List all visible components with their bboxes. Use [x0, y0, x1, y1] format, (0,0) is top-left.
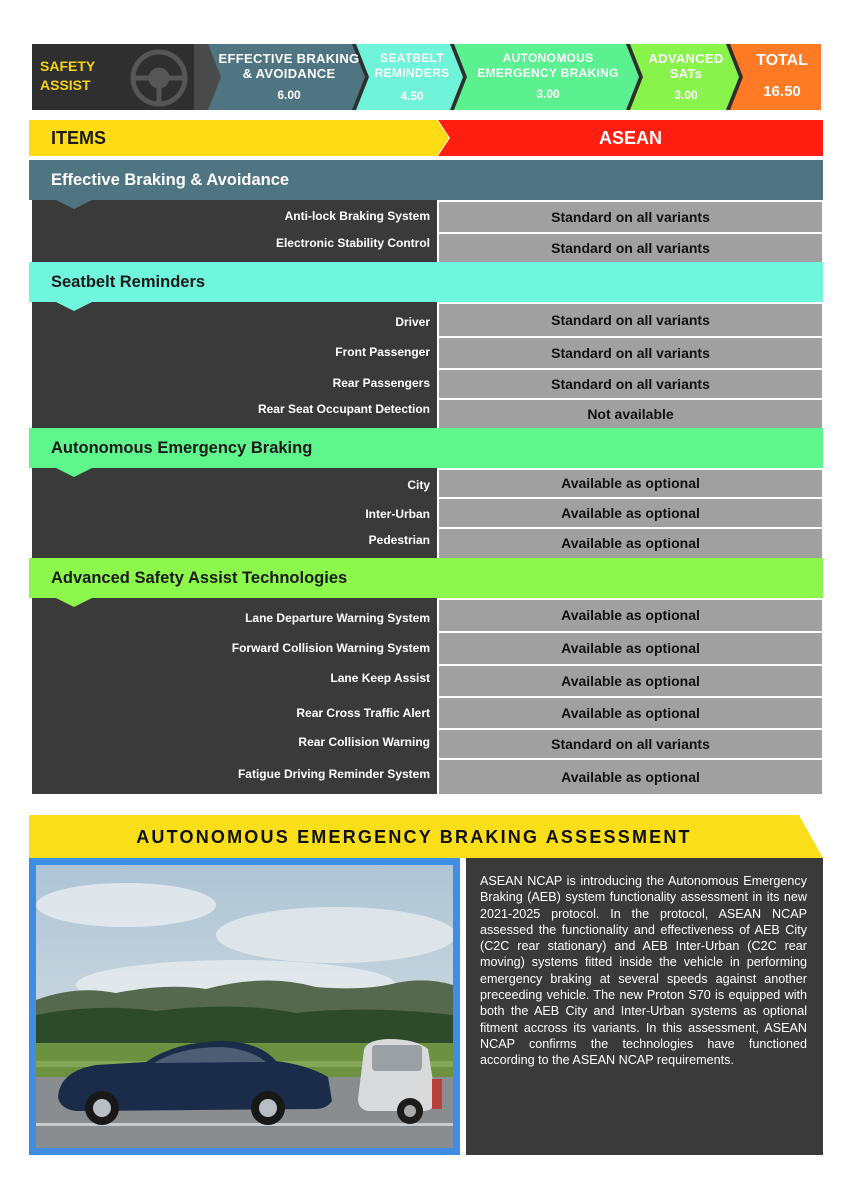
row-label: Rear Passengers: [332, 376, 430, 390]
row-label: Lane Keep Assist: [330, 671, 430, 685]
asean-header-label: ASEAN: [598, 128, 662, 148]
row-value: Standard on all variants: [439, 304, 822, 336]
section-aeb: [32, 468, 822, 558]
aeb-test-photo: [29, 858, 460, 1155]
row-label: Lane Departure Warning System: [245, 611, 430, 625]
row-value: Standard on all variants: [439, 234, 822, 262]
row-label: Rear Collision Warning: [298, 735, 430, 749]
section-title-advanced-sats: Advanced Safety Assist Technologies: [29, 558, 823, 598]
row-label: Anti-lock Braking System: [284, 209, 430, 223]
row-value: Available as optional: [439, 666, 822, 696]
row-label: Inter-Urban: [365, 507, 430, 521]
row-label: Fatigue Driving Reminder System: [237, 767, 430, 781]
category-aeb: AUTONOMOUS EMERGENCY BRAKING 3.00: [477, 51, 619, 101]
row-value: Available as optional: [439, 633, 822, 664]
row-value: Standard on all variants: [439, 730, 822, 758]
section-title-seatbelt: Seatbelt Reminders: [29, 262, 823, 302]
aeb-assessment-banner: [29, 815, 823, 858]
row-label: Electronic Stability Control: [275, 236, 430, 250]
section-advanced-sats: [32, 598, 822, 794]
row-value: Available as optional: [439, 529, 822, 558]
row-value: Standard on all variants: [439, 338, 822, 368]
row-label: Front Passenger: [335, 345, 430, 359]
row-value: Not available: [439, 400, 822, 428]
row-value: Available as optional: [439, 698, 822, 728]
row-label: Driver: [395, 315, 430, 329]
asean-header: [438, 120, 823, 156]
aeb-test-scene: [36, 865, 453, 1148]
aeb-assessment-title: AUTONOMOUS EMERGENCY BRAKING ASSESSMENT: [136, 827, 692, 847]
category-effective-braking: EFFECTIVE BRAKING & AVOIDANCE 6.00: [218, 51, 360, 102]
items-header-label: ITEMS: [51, 128, 107, 148]
category-advanced-sats: ADVANCED SATs 3.00: [648, 51, 724, 102]
safety-assist-label: SAFETY ASSIST: [40, 58, 96, 93]
row-label: Forward Collision Warning System: [231, 641, 430, 655]
row-label: Rear Seat Occupant Detection: [257, 402, 430, 416]
section-title-aeb: Autonomous Emergency Braking: [29, 428, 823, 468]
row-value: Available as optional: [439, 499, 822, 527]
row-value: Available as optional: [439, 470, 822, 497]
row-value: Standard on all variants: [439, 202, 822, 232]
row-label: Pedestrian: [368, 533, 430, 547]
section-seatbelt: [32, 302, 822, 428]
category-total: TOTAL 16.50: [756, 52, 808, 100]
row-value: Available as optional: [439, 760, 822, 794]
items-header: [29, 120, 449, 156]
safety-assist-banner: [32, 44, 821, 110]
category-seatbelt-reminders: SEATBELT REMINDERS 4.50: [374, 51, 450, 103]
section-title-effective-braking: Effective Braking & Avoidance: [29, 160, 823, 200]
section-effective-braking: [32, 200, 822, 262]
row-value: Standard on all variants: [439, 370, 822, 398]
row-value: Available as optional: [439, 600, 822, 631]
row-label: Rear Cross Traffic Alert: [296, 706, 430, 720]
aeb-assessment-text: ASEAN NCAP is introducing the Autonomous Emergency Braking (AEB) system functionality assessment in its new 2021-2025 protocol. In the protocol, ASEAN NCAP assessed the functionality and effectiveness of AEB City (C2C rear stationary) and AEB Inter-Urban (C2C rear moving) systems fitted inside the vehicle in performing emergency braking at several speeds against another preceeding vehicle. The new Proton S70 is equipped with both the AEB City and Inter-Urban systems as optional fitment accross its variants. In this assessment, ASEAN NCAP confirms the technologies have functioned according to the ASEAN NCAP requirements.: [466, 858, 823, 1155]
row-label: City: [407, 478, 430, 492]
